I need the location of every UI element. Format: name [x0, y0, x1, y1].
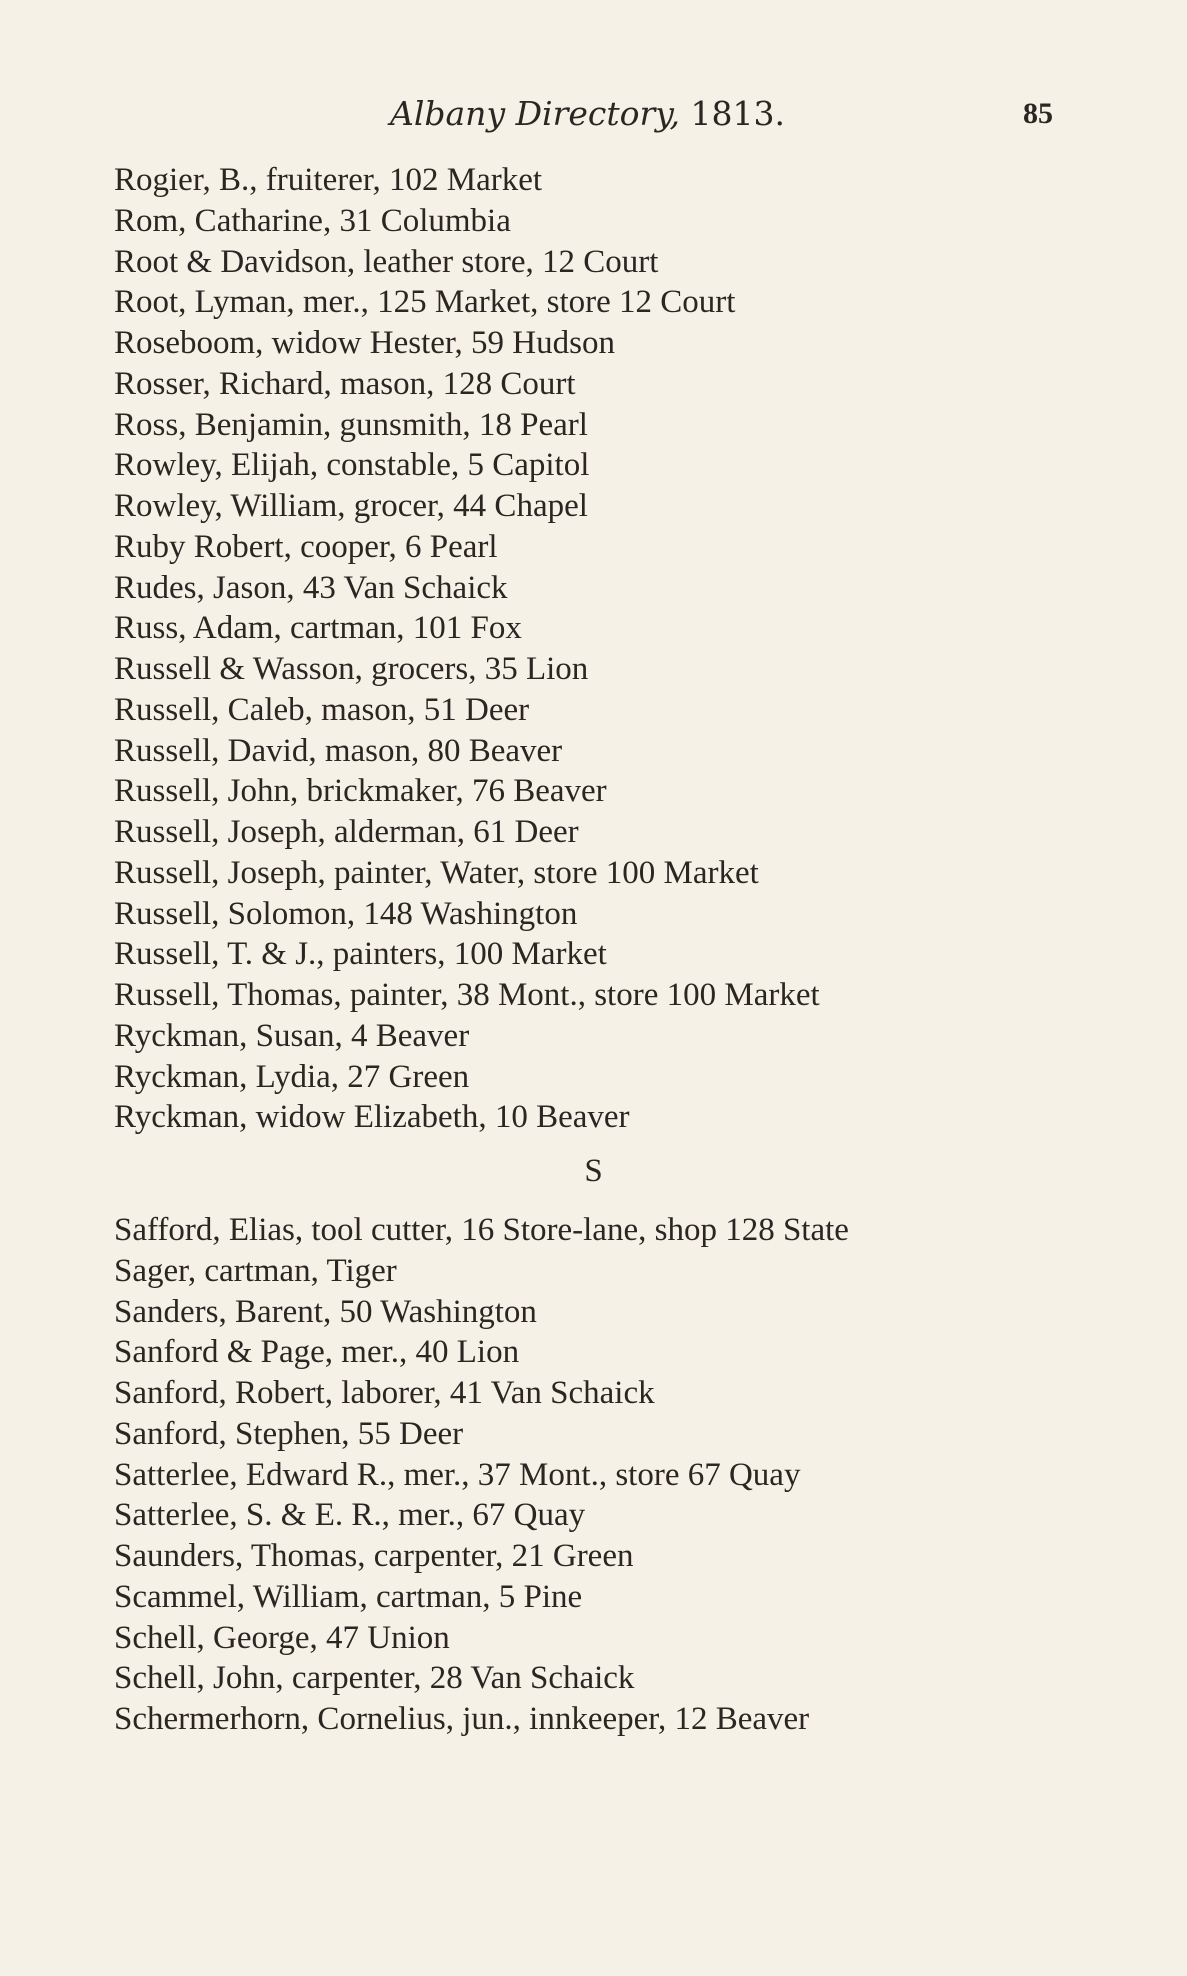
directory-entry: Sager, cartman, Tiger: [114, 1252, 397, 1289]
directory-entry: Sanford & Page, mer., 40 Lion: [114, 1334, 520, 1371]
running-head: [0, 92, 1187, 136]
section-letter-s: S: [584, 1153, 603, 1189]
entries-r-list: [114, 160, 1074, 1138]
directory-entry: Safford, Elias, tool cutter, 16 Store-lane, shop 128 State: [114, 1212, 849, 1248]
directory-entry: Roseboom, widow Hester, 59 Hudson: [114, 325, 615, 361]
directory-entry: Rosser, Richard, mason, 128 Court: [114, 365, 576, 402]
directory-entry: Schell, George, 47 Union: [114, 1619, 450, 1656]
directory-title: Albany Directory,: [390, 94, 681, 133]
directory-entry: Russell, Thomas, painter, 38 Mont., store 100 Market: [114, 977, 820, 1013]
directory-entry: Ryckman, Susan, 4 Beaver: [114, 1017, 470, 1054]
directory-entry: Satterlee, S. & E. R., mer., 67 Quay: [114, 1497, 586, 1534]
directory-entry: Ross, Benjamin, gunsmith, 18 Pearl: [114, 406, 588, 443]
directory-entry: Rudes, Jason, 43 Van Schaick: [114, 569, 508, 606]
directory-entry: Schermerhorn, Cornelius, jun., innkeeper, 12 Beaver: [114, 1701, 810, 1737]
directory-entry: Russell, Solomon, 148 Washington: [114, 895, 578, 932]
directory-entry: Rogier, B., fruiterer, 102 Market: [114, 162, 543, 198]
directory-entry: Rowley, William, grocer, 44 Chapel: [114, 488, 588, 524]
directory-entry: Ruby Robert, cooper, 6 Pearl: [114, 528, 498, 565]
directory-entry: Russell, Caleb, mason, 51 Deer: [114, 691, 530, 728]
directory-entry: Russell, John, brickmaker, 76 Beaver: [114, 773, 607, 810]
directory-entry: Russell, Joseph, painter, Water, store 100 Market: [114, 854, 759, 891]
directory-entry: Russ, Adam, cartman, 101 Fox: [114, 610, 522, 647]
directory-entry: Scammel, William, cartman, 5 Pine: [114, 1578, 583, 1615]
directory-entry: Satterlee, Edward R., mer., 37 Mont., store 67 Quay: [114, 1456, 801, 1493]
directory-entry: Root, Lyman, mer., 125 Market, store 12 Court: [114, 284, 736, 321]
directory-entry: Russell, David, mason, 80 Beaver: [114, 732, 563, 769]
directory-entry: Ryckman, widow Elizabeth, 10 Beaver: [114, 1099, 630, 1136]
directory-entry: Ryckman, Lydia, 27 Green: [114, 1058, 470, 1095]
directory-year: 1813.: [690, 94, 786, 133]
directory-entry: Sanders, Barent, 50 Washington: [114, 1293, 537, 1330]
directory-entry: Russell & Wasson, grocers, 35 Lion: [114, 651, 589, 687]
page-number: 85: [1023, 97, 1053, 130]
directory-entry: Russell, Joseph, alderman, 61 Deer: [114, 814, 579, 850]
directory-entry: Saunders, Thomas, carpenter, 21 Green: [114, 1538, 634, 1574]
directory-entry: Schell, John, carpenter, 28 Van Schaick: [114, 1660, 635, 1697]
directory-entry: Sanford, Stephen, 55 Deer: [114, 1415, 464, 1452]
running-title: [390, 92, 785, 136]
directory-entry: Rom, Catharine, 31 Columbia: [114, 202, 511, 239]
directory-entry: Russell, T. & J., painters, 100 Market: [114, 936, 607, 973]
directory-entry: Sanford, Robert, laborer, 41 Van Schaick: [114, 1375, 655, 1411]
directory-entry: Root & Davidson, leather store, 12 Court: [114, 243, 659, 280]
entries-s-list: [114, 1210, 1074, 1740]
directory-entry: Rowley, Elijah, constable, 5 Capitol: [114, 447, 590, 484]
